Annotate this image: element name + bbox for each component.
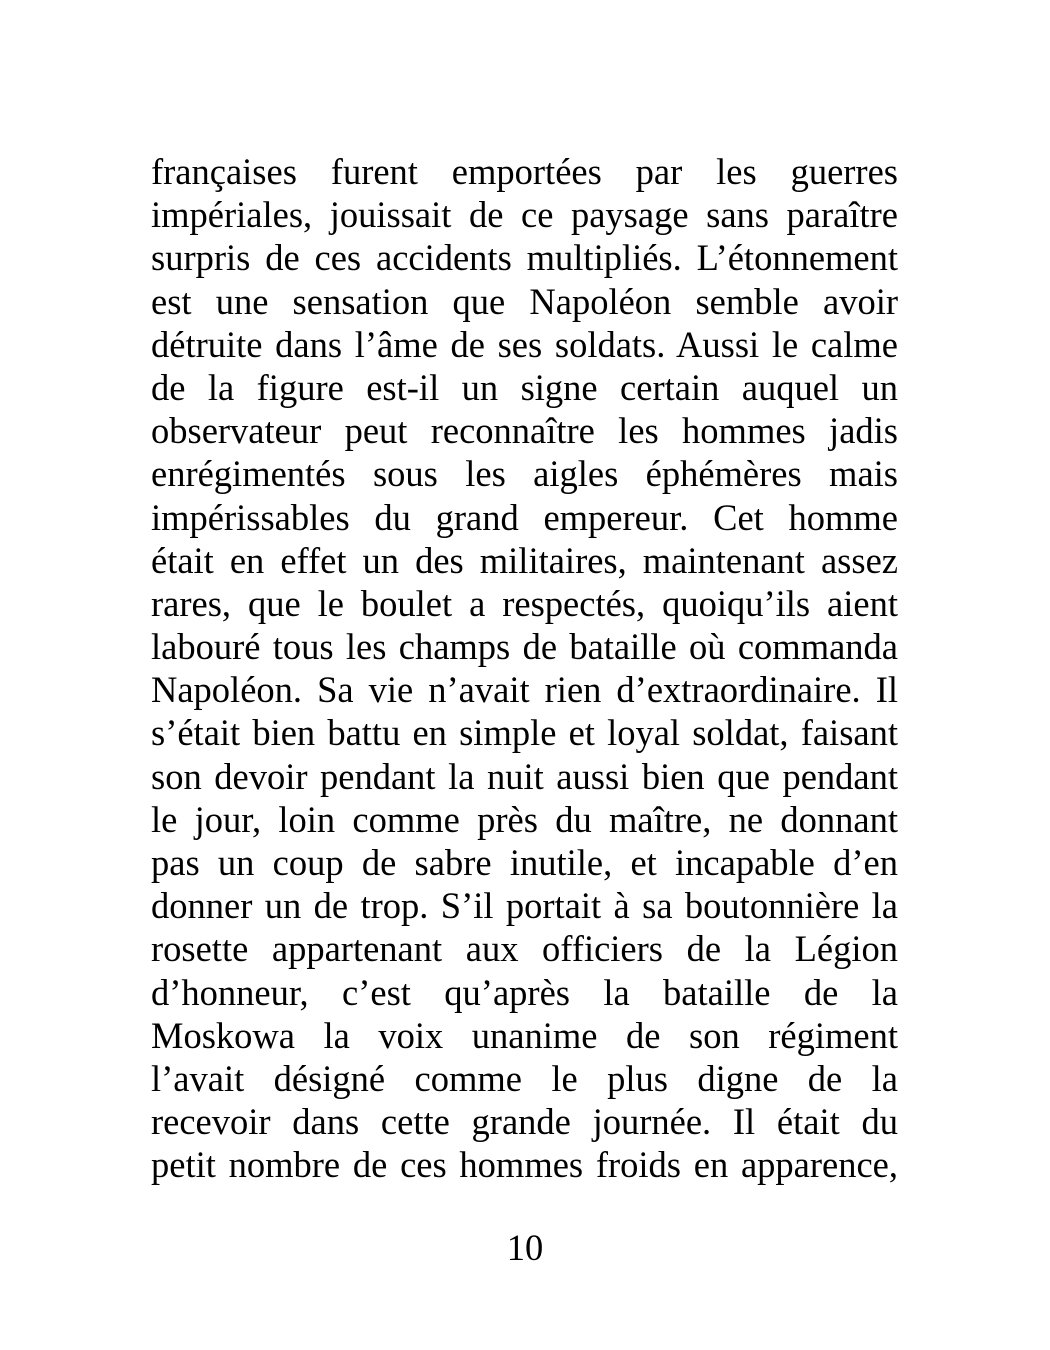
- text-line: s’était bien battu en simple et loyal soldat, faisant: [151, 712, 898, 754]
- text-line: d’honneur, c’est qu’après la bataille de la: [151, 971, 898, 1013]
- text-line: françaises furent emportées par les guerres: [151, 151, 898, 192]
- text-line: Moskowa la voix unanime de son régiment: [151, 1014, 898, 1056]
- text-line: l’avait désigné comme le plus digne de la: [151, 1057, 898, 1099]
- text-line: surpris de ces accidents multipliés. L’étonnement: [151, 237, 898, 279]
- text-line: de la figure est-il un signe certain auquel un: [151, 366, 898, 408]
- text-line: labouré tous les champs de bataille où commanda: [151, 626, 898, 668]
- text-line: Napoléon. Sa vie n’avait rien d’extraordinaire. Il: [151, 669, 898, 711]
- text-line: impérissables du grand empereur. Cet homme: [151, 496, 898, 538]
- text-line: rares, que le boulet a respectés, quoiqu’ils aient: [151, 582, 898, 624]
- text-line: détruite dans l’âme de ses soldats. Aussi le calme: [151, 323, 898, 365]
- text-line: est une sensation que Napoléon semble avoir: [151, 280, 898, 322]
- page-number: 10: [506, 1227, 544, 1268]
- text-line: impériales, jouissait de ce paysage sans paraître: [151, 194, 898, 236]
- text-line: donner un de trop. S’il portait à sa boutonnière la: [151, 885, 898, 927]
- text-line: son devoir pendant la nuit aussi bien que pendant: [151, 755, 898, 797]
- body-text: [151, 150, 898, 1187]
- text-line: rosette appartenant aux officiers de la Légion: [151, 928, 898, 970]
- text-line: pas un coup de sabre inutile, et incapable d’en: [151, 842, 898, 883]
- text-line: enrégimentés sous les aigles éphémères mais: [151, 453, 898, 495]
- text-line: recevoir dans cette grande journée. Il était du: [151, 1101, 898, 1143]
- text-line: petit nombre de ces hommes froids en apparence,: [151, 1144, 898, 1186]
- text-line: le jour, loin comme près du maître, ne donnant: [151, 798, 898, 840]
- text-line: observateur peut reconnaître les hommes jadis: [151, 410, 898, 452]
- text-line: était en effet un des militaires, maintenant assez: [151, 539, 898, 581]
